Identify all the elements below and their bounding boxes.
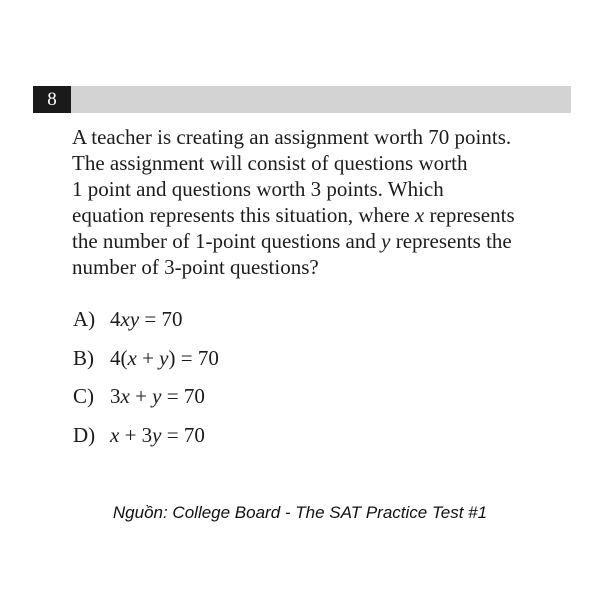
stem-line: number of 3-point questions? [72, 255, 319, 279]
choice-letter: C) [73, 384, 94, 408]
stem-line: A teacher is creating an assignment worth 70 points. [72, 125, 512, 149]
choice-letter: D) [73, 422, 96, 447]
choice-expression: 4xy = 70 [110, 307, 183, 331]
question-header-bar [33, 86, 571, 113]
stem-line: 1 point and questions worth 3 points. Which [72, 177, 444, 201]
question-number: 8 [33, 86, 71, 113]
stem-line: equation represents this situation, where x represents [72, 203, 515, 227]
choice-letter: A) [73, 307, 96, 331]
source-caption: Nguồn: College Board - The SAT Practice Test #1 [112, 503, 488, 522]
answer-choice-d[interactable] [73, 422, 219, 461]
answer-choice-c[interactable] [73, 383, 219, 422]
stem-line: The assignment will consist of questions worth [72, 151, 468, 175]
answer-choice-a[interactable] [73, 306, 219, 345]
answer-choice-b[interactable] [73, 345, 219, 384]
choice-expression: 4(x + y) = 70 [110, 345, 219, 370]
choice-letter: B) [73, 345, 94, 370]
choice-expression: x + 3y = 70 [110, 422, 205, 447]
question-stem [72, 124, 577, 280]
stem-line: the number of 1-point questions and y represents the [72, 229, 512, 253]
choice-expression: 3x + y = 70 [110, 384, 205, 408]
answer-choices [73, 306, 219, 460]
